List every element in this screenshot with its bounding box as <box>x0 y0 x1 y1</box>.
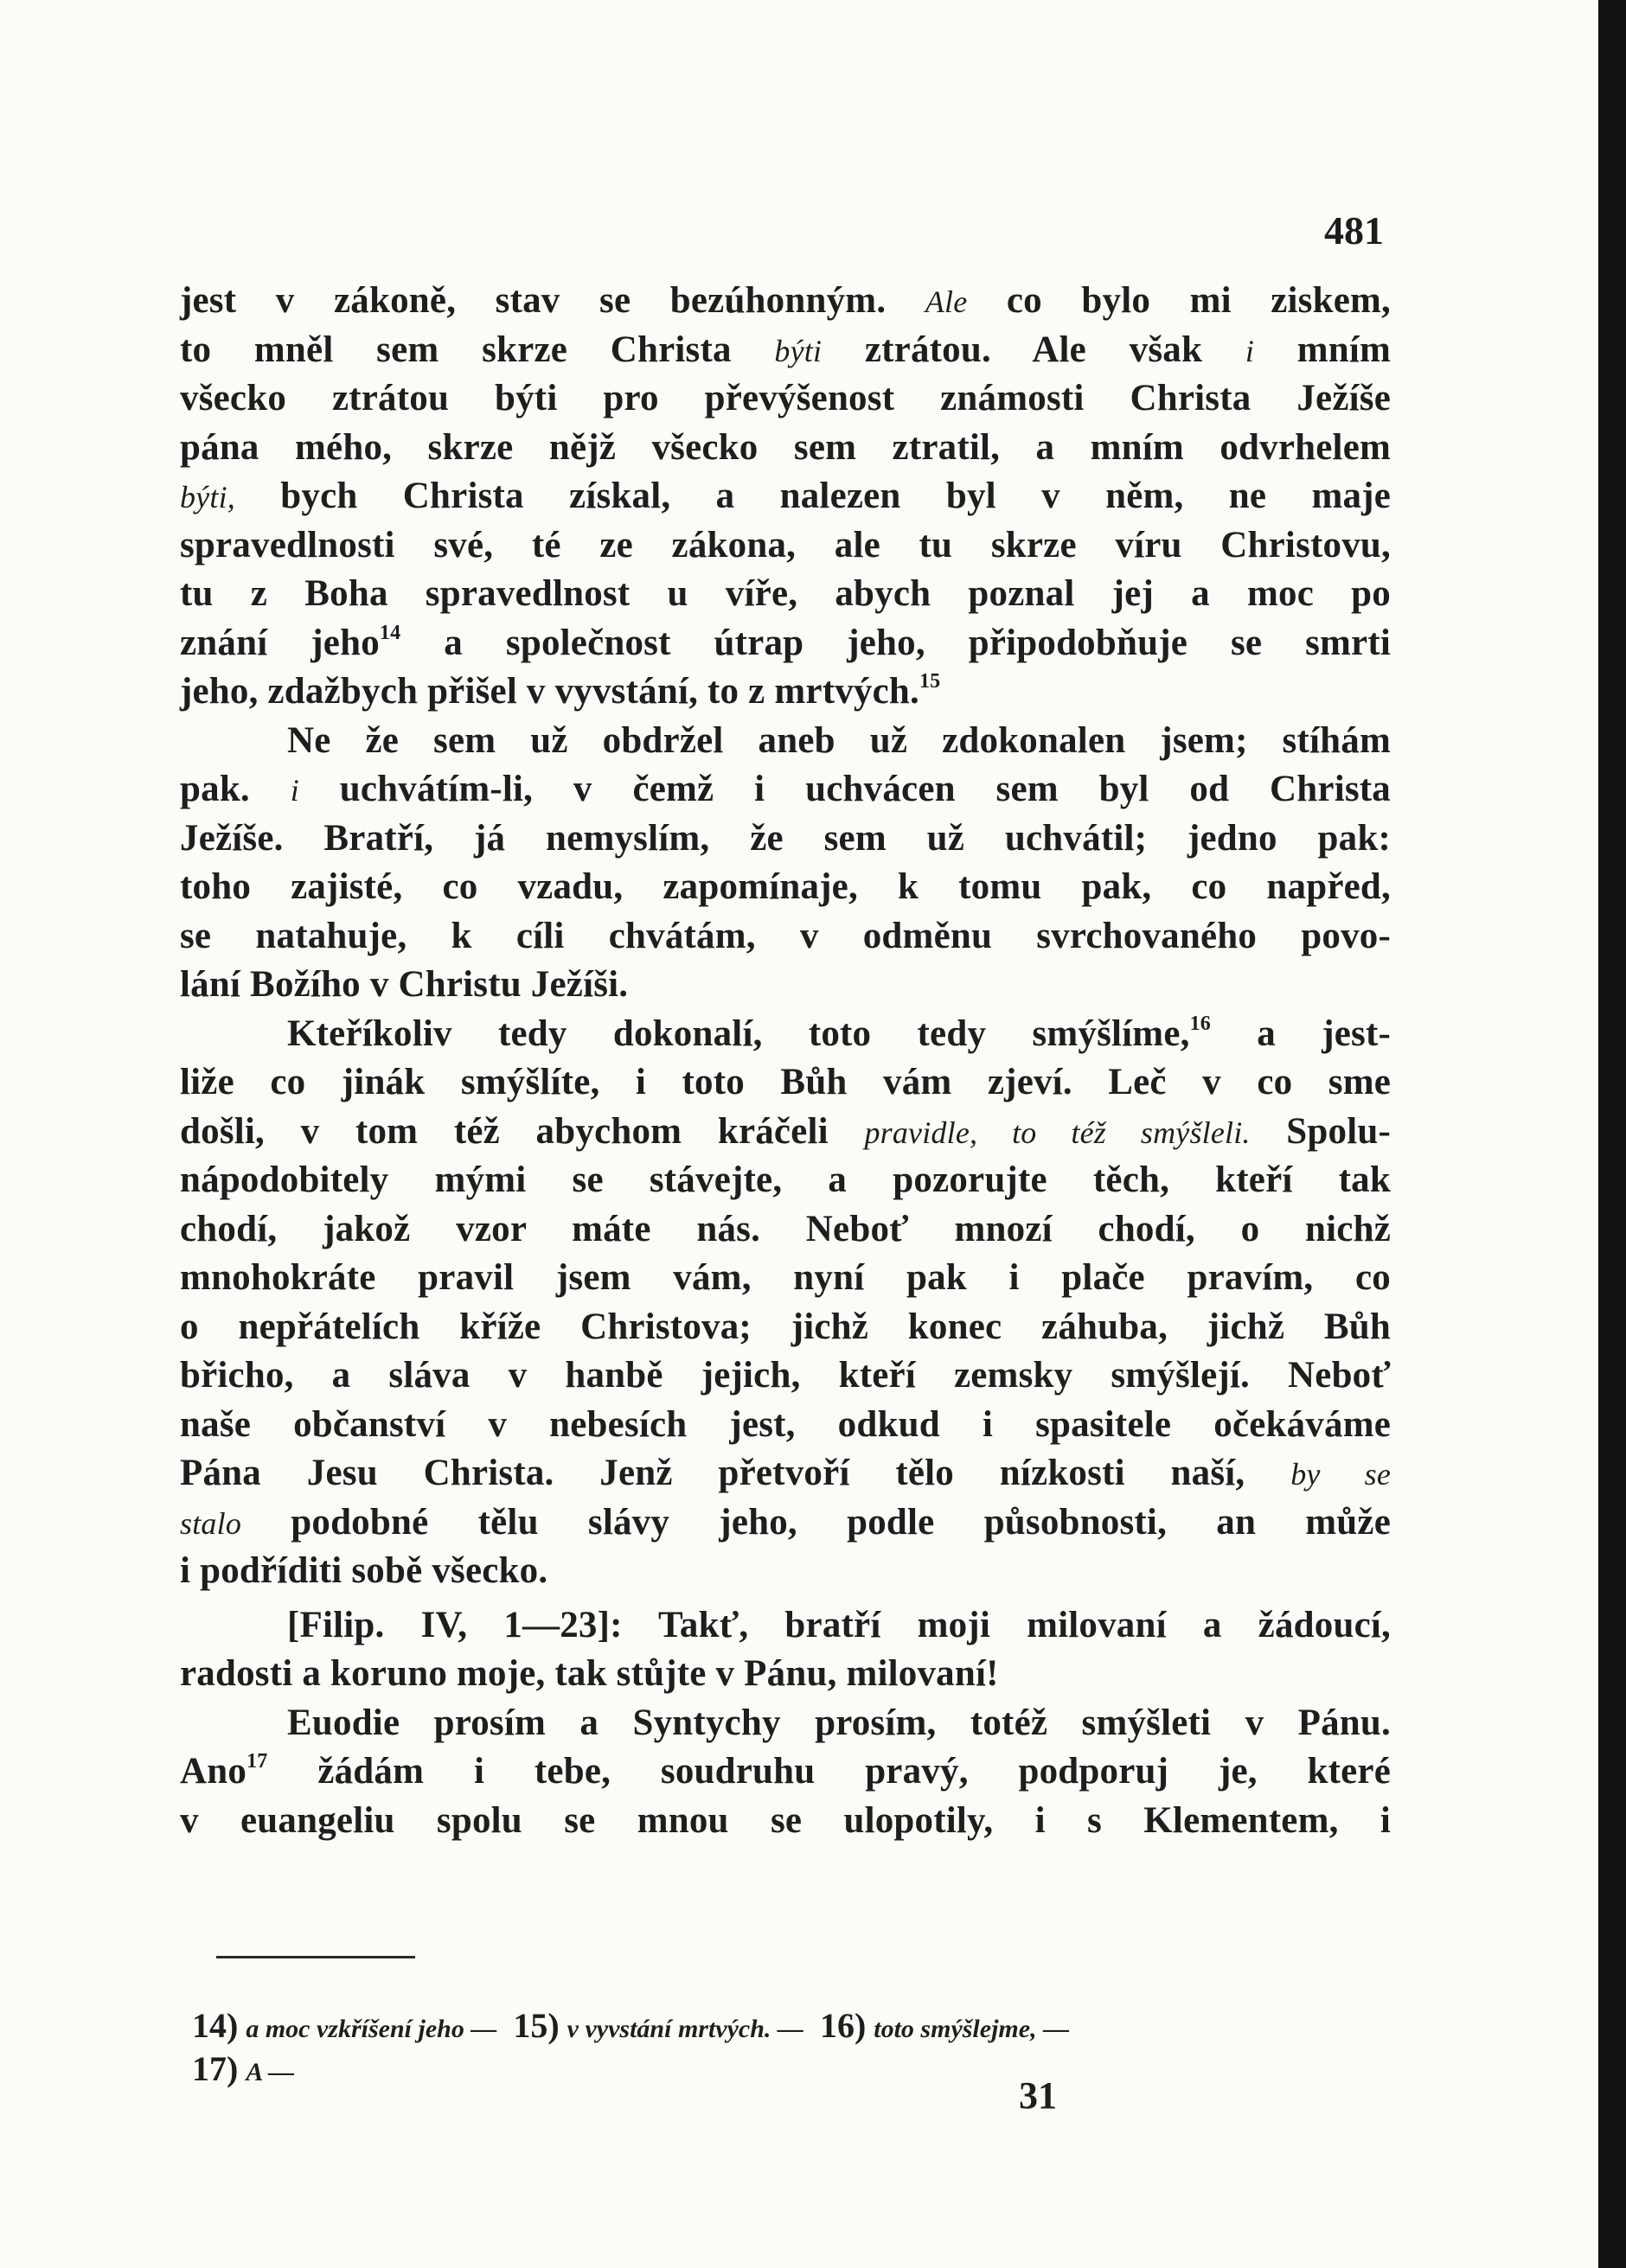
text-line: došli, v tom též abychom kráčeli pravidle, to též smýšleli. Spolu- <box>180 1110 1391 1152</box>
text-line: býti, bych Christa získal, a nalezen byl v něm, ne maje <box>180 476 1391 516</box>
text-line: [Filip. IV, 1—23]: Takť, bratří moji milovaní a žádoucí, <box>287 1604 1391 1645</box>
footnote-divider <box>216 1956 415 1958</box>
text-line: Ne že sem už obdržel aneb už zdokonalen jsem; stíhám <box>287 719 1391 761</box>
text-line: Pána Jesu Christa. Jenž přetvoří tělo nízkosti naší, by se <box>180 1453 1392 1493</box>
text-line: o nepřátelích kříže Christova; jichž konec záhuba, jichž Bůh <box>180 1306 1391 1347</box>
text-line: naše občanství v nebesích jest, odkud i spasitele očekáváme <box>180 1403 1391 1445</box>
text-line: to mněl sem skrze Christa býti ztrátou. Ale však i mním <box>180 329 1392 370</box>
text-line: spravedlnosti své, té ze zákona, ale tu skrze víru Christovu, <box>180 524 1391 565</box>
footnote-line: 14) a moc vzkříšení jeho — 15) v vyvstání mrtvých. — 16) toto smýšlejme, — <box>192 2006 1070 2045</box>
text-line: jeho, zdažbych přišel v vyvstání, to z mrtvých.$^{15}$ <box>180 670 941 712</box>
pericope-reference: [Filip. IV, 1—23]: <box>287 1604 623 1645</box>
text-line: mnohokráte pravil jsem vám, nyní pak i plače pravím, co <box>180 1257 1391 1298</box>
text-line: v euangeliu spolu se mnou se ulopotily, i s Klementem, i <box>180 1799 1391 1841</box>
text-line: Kteříkoliv tedy dokonalí, toto tedy smýšlíme,$^{16}$ a jest- <box>287 1012 1391 1054</box>
printer-signature: 31 <box>1019 2074 1057 2117</box>
footnote-ref: 16 <box>1189 1012 1211 1035</box>
text-line: toho zajisté, co vzadu, zapomínaje, k tomu pak, co napřed, <box>180 866 1391 907</box>
text-line: všecko ztrátou býti pro převýšenost známosti Christa Ježíše <box>180 378 1391 418</box>
page-number: 481 <box>1324 208 1384 252</box>
text-line: jest v zákoně, stav se bezúhonným. Ale co bylo mi ziskem, <box>180 280 1391 321</box>
text-line: pak. i uchvátím-li, v čemž i uchvácen sem byl od Christa <box>180 769 1391 809</box>
text-line: tu z Boha spravedlnost u víře, abych poznal jej a moc po <box>180 573 1391 614</box>
text-line: lání Božího v Christu Ježíši. <box>180 964 629 1005</box>
footnotes <box>192 2004 1403 2091</box>
scan-edge <box>1598 0 1626 2268</box>
body-text <box>180 277 1391 1845</box>
text-line: liže co jinák smýšlíte, i toto Bůh vám zjeví. Leč v co sme <box>180 1062 1391 1102</box>
text-line: i podříditi sobě všecko. <box>180 1550 548 1591</box>
text-line: radosti a koruno moje, tak stůjte v Pánu, milovaní! <box>180 1653 999 1694</box>
text-line: znání jeho$^{14}$ a společnost útrap jeho, připodobňuje se smrti <box>180 621 1392 663</box>
text-line: břicho, a sláva v hanbě jejich, kteří zemsky smýšlejí. Neboť <box>180 1355 1391 1396</box>
text-line: se natahuje, k cíli chvátám, v odměnu svrchovaného povo- <box>180 915 1391 956</box>
footnote-ref: 17 <box>246 1750 268 1773</box>
text-line: chodí, jakož vzor máte nás. Neboť mnozí chodí, o nichž <box>180 1208 1391 1249</box>
text-line: Ano$^{17}$ žádám i tebe, soudruhu pravý, podporuj je, které <box>180 1750 1392 1792</box>
footnote-ref: 14 <box>379 621 401 644</box>
footnote-ref: 15 <box>919 670 941 693</box>
text-line: nápodobitely mými se stávejte, a pozorujte těch, kteří tak <box>180 1160 1391 1200</box>
text-line: Euodie prosím a Syntychy prosím, totéž smýšleti v Pánu. <box>287 1702 1391 1743</box>
text-line: pána mého, skrze nějž všecko sem ztratil, a mním odvrhelem <box>180 426 1391 468</box>
footnote-line: 17) A — <box>192 2049 295 2088</box>
text-line: stalo podobné tělu slávy jeho, podle působnosti, an může <box>180 1501 1391 1543</box>
text-line: Ježíše. Bratří, já nemyslím, že sem už uchvátil; jedno pak: <box>180 817 1391 859</box>
